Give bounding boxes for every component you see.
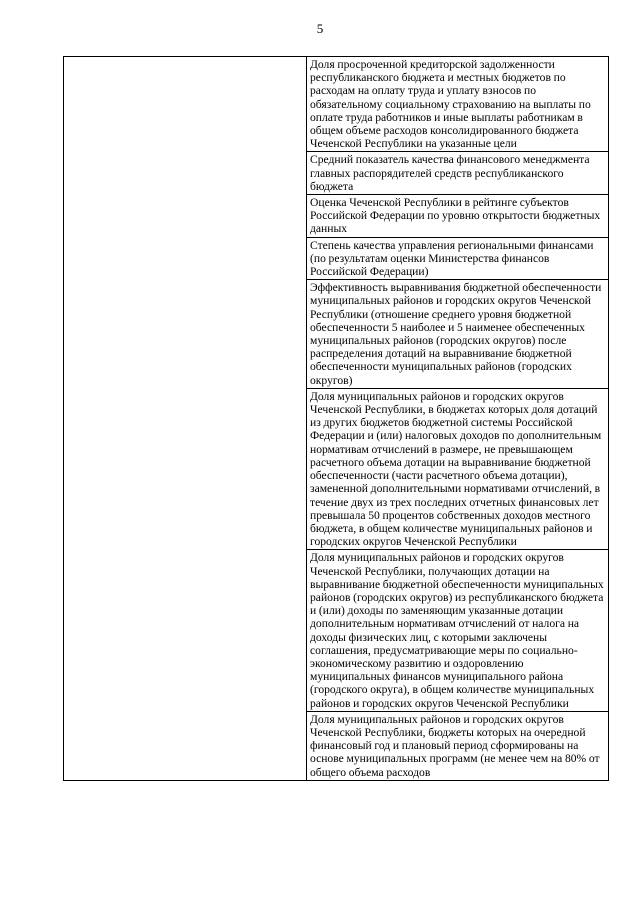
indicator-cell: Степень качества управления региональными финансами (по результатам оценки Министерства финансов Российской Федерации)	[307, 237, 609, 280]
empty-left-cell	[64, 57, 307, 781]
page-number: 5	[316, 21, 324, 36]
indicator-cell: Доля просроченной кредиторской задолженности республиканского бюджета и местных бюджетов по расходам на оплату труда и уплату взносов по обязательному социальному страхованию на выплаты по оплате труда работников и иные выплаты работникам в общем объеме расходов консолидированного бюджета Чеченской Республики на указанные цели	[307, 57, 609, 152]
indicator-cell: Оценка Чеченской Республики в рейтинге субъектов Российской Федерации по уровню открытости бюджетных данных	[307, 195, 609, 238]
indicator-cell: Доля муниципальных районов и городских округов Чеченской Республики, в бюджетах которых доля дотаций из других бюджетов бюджетной системы Российской Федерации и (или) налоговых доходов по дополнительным нормативам отчислений в размере, не превышающем расчетного объема дотации на выравнивание бюджетной обеспеченности (части расчетного объема дотации), замененной дополнительными нормативами отчислений, в течение двух из трех последних отчетных финансовых лет превышала 50 процентов собственных доходов местного бюджета, в общем количестве муниципальных районов и городских округов Чеченской Республики	[307, 388, 609, 549]
indicator-cell: Доля муниципальных районов и городских округов Чеченской Республики, бюджеты которых на очередной финансовый год и плановый период сформированы на основе муниципальных программ (не менее чем на 80% от общего объема расходов	[307, 711, 609, 780]
indicator-cell: Доля муниципальных районов и городских округов Чеченской Республики, получающих дотации на выравнивание бюджетной обеспеченности муниципальных районов (городских округов) из республиканского бюджета и (или) доходы по заменяющим указанные дотации дополнительным нормативам отчислений от налога на доходы физических лиц, с которыми заключены соглашения, предусматривающие меры по социально-экономическому развитию и оздоровлению муниципальных финансов муниципального района (городского округа), в общем количестве муниципальных районов и городских округов Чеченской Республики	[307, 550, 609, 711]
indicator-cell: Средний показатель качества финансового менеджмента главных распорядителей средств республиканского бюджета	[307, 152, 609, 195]
indicators-table	[63, 56, 609, 781]
indicator-cell: Эффективность выравнивания бюджетной обеспеченности муниципальных районов и городских округов Чеченской Республики (отношение среднего уровня бюджетной обеспеченности 5 наиболее и 5 наименее обеспеченных муниципальных районов (городских округов) после распределения дотаций на выравнивание бюджетной обеспеченности муниципальных районов (городских округов)	[307, 280, 609, 389]
table-row	[64, 57, 609, 152]
